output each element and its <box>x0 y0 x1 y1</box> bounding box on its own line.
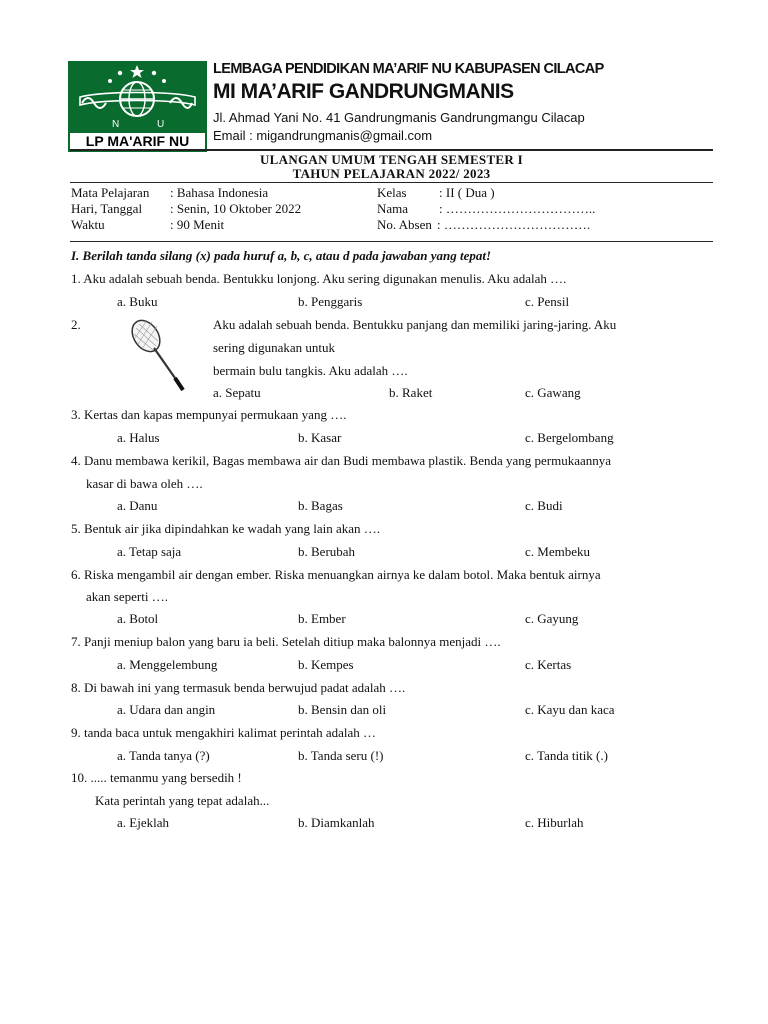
q10-option-b: b. Diamkanlah <box>298 815 375 830</box>
header-rule <box>70 149 713 151</box>
q8-option-b: b. Bensin dan oli <box>298 702 387 717</box>
q5-option-b: b. Berubah <box>298 544 356 559</box>
info-top-rule <box>70 182 713 183</box>
svg-text:N: N <box>112 119 120 130</box>
instruction-text: I. Berilah tanda silang (x) pada huruf a, b, c, atau d pada jawaban yang tepat! <box>71 248 492 263</box>
q9-option-b: b. Tanda seru (!) <box>298 748 384 763</box>
q1-option-a: a. Buku <box>117 294 158 309</box>
q6-option-a: a. Botol <box>117 611 159 626</box>
subject-value: : Bahasa Indonesia <box>170 185 269 200</box>
q5-option-c: c. Membeku <box>525 544 590 559</box>
nu-emblem-icon <box>68 61 207 131</box>
name-label: Nama <box>377 201 409 216</box>
name-field: : …………………………….. <box>439 201 596 216</box>
q2-option-b: b. Raket <box>389 385 433 400</box>
class-value: : II ( Dua ) <box>439 185 495 200</box>
question-2-line-3: bermain bulu tangkis. Aku adalah …. <box>213 363 408 378</box>
institution-name: LEMBAGA PENDIDIKAN MA’ARIF NU KABUPASEN CILACAP <box>213 61 604 77</box>
badminton-racket-image <box>128 316 188 392</box>
question-1: 1. Aku adalah sebuah benda. Bentukku lonjong. Aku sering digunakan menulis. Aku adalah …. <box>71 271 567 286</box>
school-email: Email : migandrungmanis@gmail.com <box>213 128 433 143</box>
q9-option-a: a. Tanda tanya (?) <box>117 748 210 763</box>
q7-option-a: a. Menggelembung <box>117 657 218 672</box>
info-bottom-rule <box>70 241 713 242</box>
q4-option-b: b. Bagas <box>298 498 343 513</box>
school-address: Jl. Ahmad Yani No. 41 Gandrungmanis Gandrungmangu Cilacap <box>213 110 585 125</box>
absen-label: No. Absen <box>377 217 432 232</box>
q10-option-c: c. Hiburlah <box>525 815 584 830</box>
question-2-number: 2. <box>71 317 81 332</box>
q7-option-c: c. Kertas <box>525 657 572 672</box>
q8-option-c: c. Kayu dan kaca <box>525 702 615 717</box>
q2-option-a: a. Sepatu <box>213 385 261 400</box>
q9-option-c: c. Tanda titik (.) <box>525 748 608 763</box>
school-name: MI MA’ARIF GANDRUNGMANIS <box>213 80 514 103</box>
subject-label: Mata Pelajaran <box>71 185 150 200</box>
question-6-line-2: akan seperti …. <box>86 589 168 604</box>
class-label: Kelas <box>377 185 407 200</box>
time-value: : 90 Menit <box>170 217 225 232</box>
question-5: 5. Bentuk air jika dipindahkan ke wadah yang lain akan …. <box>71 521 381 536</box>
date-label: Hari, Tanggal <box>71 201 143 216</box>
q6-option-c: c. Gayung <box>525 611 579 626</box>
date-value: : Senin, 10 Oktober 2022 <box>170 201 302 216</box>
question-8: 8. Di bawah ini yang termasuk benda berwujud padat adalah …. <box>71 680 406 695</box>
exam-year: TAHUN PELAJARAN 2022/ 2023 <box>292 166 491 181</box>
q3-option-c: c. Bergelombang <box>525 430 614 445</box>
time-label: Waktu <box>71 217 105 232</box>
q5-option-a: a. Tetap saja <box>117 544 182 559</box>
q1-option-c: c. Pensil <box>525 294 570 309</box>
question-2-line-1: Aku adalah sebuah benda. Bentukku panjang dan memiliki jaring-jaring. Aku <box>213 317 617 332</box>
question-4-line-1: 4. Danu membawa kerikil, Bagas membawa air dan Budi membawa plastik. Benda yang permukaannya <box>71 453 612 468</box>
question-7: 7. Panji meniup balon yang baru ia beli. Setelah ditiup maka balonnya menjadi …. <box>71 634 501 649</box>
question-4-line-2: kasar di bawa oleh …. <box>86 476 203 491</box>
q3-option-a: a. Halus <box>117 430 160 445</box>
q10-option-a: a. Ejeklah <box>117 815 169 830</box>
q4-option-a: a. Danu <box>117 498 158 513</box>
q2-option-c: c. Gawang <box>525 385 581 400</box>
q7-option-b: b. Kempes <box>298 657 354 672</box>
q1-option-b: b. Penggaris <box>298 294 363 309</box>
q3-option-b: b. Kasar <box>298 430 342 445</box>
logo-caption: LP MA'ARIF NU <box>68 131 207 152</box>
q4-option-c: c. Budi <box>525 498 563 513</box>
q6-option-b: b. Ember <box>298 611 346 626</box>
question-10-line-1: 10. ..... temanmu yang bersedih ! <box>71 770 242 785</box>
question-6-line-1: 6. Riska mengambil air dengan ember. Riska menuangkan airnya ke dalam botol. Maka bentuk airnya <box>71 567 601 582</box>
lp-maarif-nu-logo <box>68 61 207 152</box>
exam-title: ULANGAN UMUM TENGAH SEMESTER I <box>259 152 523 167</box>
absen-field: : ……………………………. <box>437 217 591 232</box>
question-2-line-2: sering digunakan untuk <box>213 340 336 355</box>
question-10-line-2: Kata perintah yang tepat adalah... <box>95 793 270 808</box>
svg-text:U: U <box>157 119 165 130</box>
q8-option-a: a. Udara dan angin <box>117 702 216 717</box>
question-9: 9. tanda baca untuk mengakhiri kalimat perintah adalah … <box>71 725 377 740</box>
question-3: 3. Kertas dan kapas mempunyai permukaan yang …. <box>71 407 347 422</box>
